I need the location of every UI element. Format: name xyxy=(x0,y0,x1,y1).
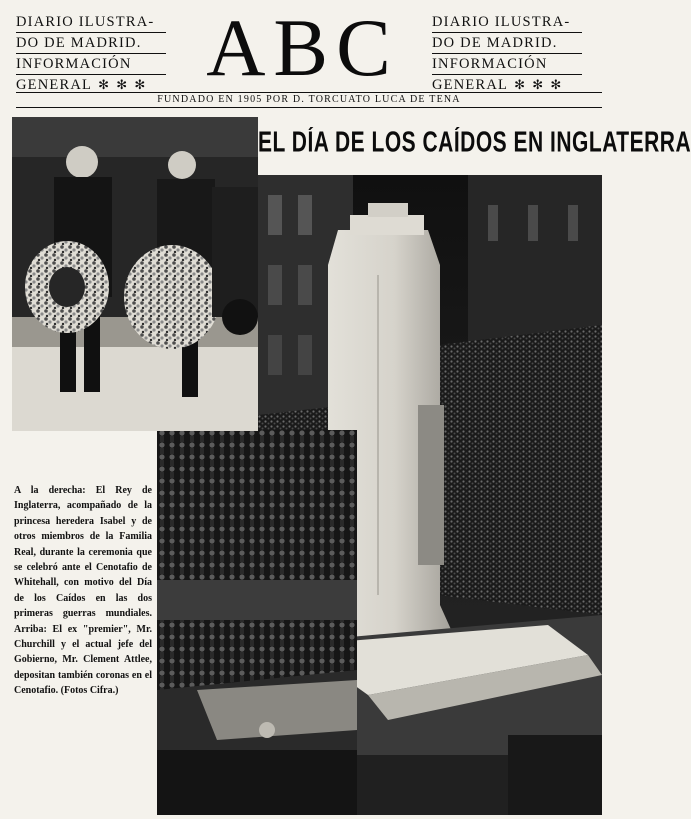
wreath-laying-photo-image xyxy=(12,117,258,431)
headline: EL DÍA DE LOS CAÍDOS EN INGLATERRA xyxy=(258,127,691,159)
masthead-right-line-1: DIARIO ILUSTRA- xyxy=(432,12,582,33)
troops-photo-image xyxy=(157,430,357,815)
masthead-left-line-1: DIARIO ILUSTRA- xyxy=(16,12,166,33)
troops-photo xyxy=(157,430,357,815)
masthead-left-general: GENERAL xyxy=(16,77,93,93)
photo-caption: A la derecha: El Rey de Inglaterra, acompañado de la princesa heredera Isabel y de otros miembros de la Familia Real, durante la ceremonia que se celebró ante el Cenotafio de Whitehall, con motivo del Día de los Caídos en las dos primeras guerras mundiales. Arriba: El ex "premier", Mr. Churchill y el actual jefe del Gobierno, Mr. Clement Attlee, depositan también coronas en el Cenotafio. (Fotos Cifra.) xyxy=(14,485,152,697)
masthead-left-line-2: DO DE MADRID. xyxy=(16,33,166,54)
masthead-left-block xyxy=(16,12,166,95)
ornament-icon: ✻ ✻ ✻ xyxy=(98,77,148,92)
masthead-right-block xyxy=(432,12,582,95)
masthead-right-general: GENERAL xyxy=(432,77,509,93)
abc-logo: ABC xyxy=(206,2,399,93)
masthead-right-line-3: INFORMACIÓN xyxy=(432,54,582,75)
masthead-left-line-3: INFORMACIÓN xyxy=(16,54,166,75)
masthead-right-line-2: DO DE MADRID. xyxy=(432,33,582,54)
wreath-laying-photo xyxy=(12,117,258,431)
ornament-icon: ✻ ✻ ✻ xyxy=(514,77,564,92)
founded-line: FUNDADO EN 1905 POR D. TORCUATO LUCA DE TENA xyxy=(16,92,602,108)
